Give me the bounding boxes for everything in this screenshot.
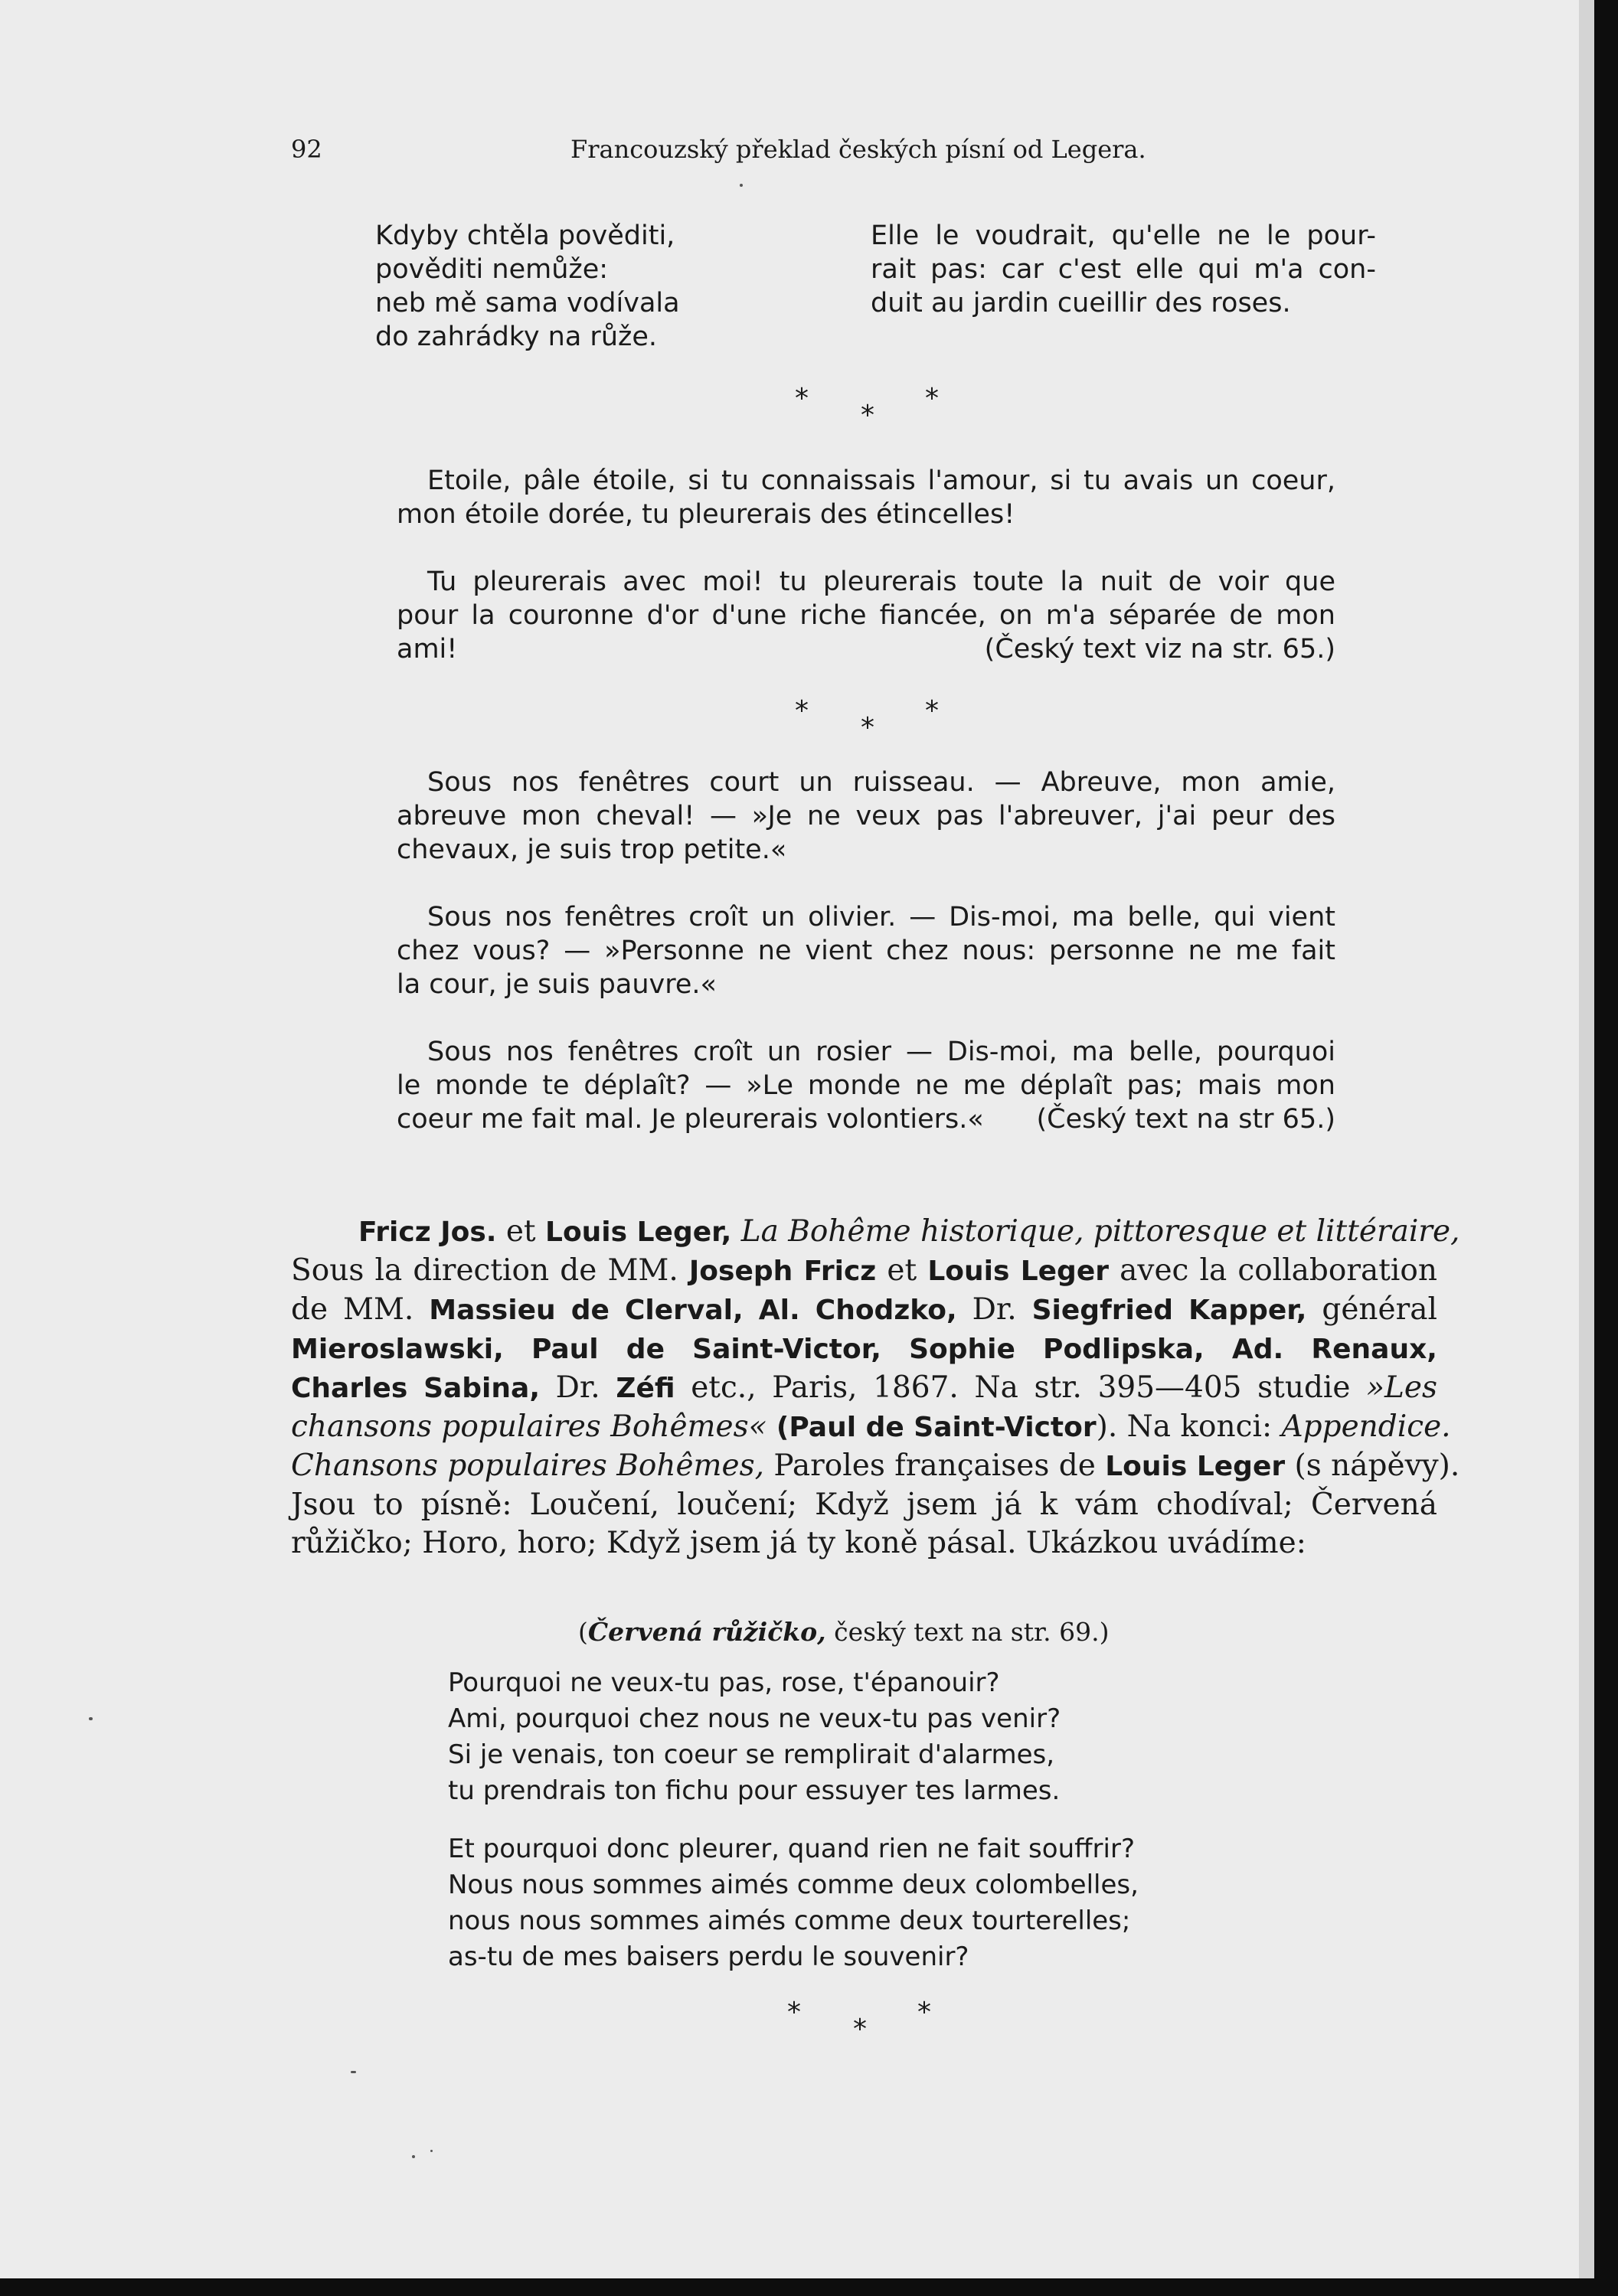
verse-line: tu prendrais ton fichu pour essuyer tes larmes. [448, 1775, 1061, 1806]
czech-text-reference: (Český text viz na str. 65.) [984, 634, 1335, 665]
asterisk: * [925, 695, 939, 727]
verse-line: Ami, pourquoi chez nous ne veux-tu pas venir? [448, 1703, 1061, 1734]
text-line: Sous nos fenêtres croît un rosier — Dis-moi, ma belle, pourquoi [427, 1037, 1335, 1067]
verse-czech [375, 219, 743, 354]
song-heading: (Červená růžičko, český text na str. 69.) [578, 1617, 1110, 1647]
text-line: ami! [397, 634, 458, 665]
text-line: pour la couronne d'or d'une riche fiancée, on m'a séparée de mon [397, 600, 1335, 631]
asterism-separator [787, 1997, 1017, 2043]
scan-border-right [1594, 0, 1618, 2296]
text-line: Tu pleurerais avec moi! tu pleurerais toute la nuit de voir que [427, 567, 1335, 597]
text-line: coeur me fait mal. Je pleurerais volontiers.« [397, 1104, 984, 1135]
verse-french [871, 219, 1376, 320]
asterisk: * [917, 1997, 931, 2028]
verse-line: Si je venais, ton coeur se remplirait d'alarmes, [448, 1739, 1055, 1770]
scan-speck [740, 184, 743, 187]
verse-line: Elle le voudrait, qu'elle ne le pour- [871, 220, 1376, 251]
song-fenetres-stanza-2 [397, 900, 1335, 1001]
verse-line: Et pourquoi donc pleurer, quand rien ne fait souffrir? [448, 1834, 1135, 1864]
verse-line: Nous nous sommes aimés comme deux colombelles, [448, 1870, 1139, 1900]
text-line: Etoile, pâle étoile, si tu connaissais l'amour, si tu avais un coeur, [427, 465, 1335, 496]
page-edge-shadow [1579, 0, 1594, 2278]
song-fenetres-stanza-1 [397, 766, 1335, 867]
page-number: 92 [291, 135, 322, 164]
asterisk: * [925, 383, 939, 414]
verse-line: nous nous sommes aimés comme deux tourterelles; [448, 1906, 1131, 1936]
song-fenetres-stanza-3 [397, 1035, 1335, 1136]
text-line: le monde te déplaît? — »Le monde ne me déplaît pas; mais mon [397, 1070, 1335, 1101]
author-name: Louis Leger, [545, 1217, 732, 1248]
verse-line: duit au jardin cueillir des roses. [871, 288, 1291, 318]
scan-speck [351, 2071, 356, 2073]
asterisk: * [853, 2013, 867, 2045]
text-line: la cour, je suis pauvre.« [397, 969, 717, 1000]
book-title: La Bohême historique, pittoresque et littéraire, [740, 1214, 1460, 1249]
asterism-separator [795, 383, 1025, 429]
song-rose-stanza-2 [448, 1831, 1290, 1975]
asterisk: * [861, 400, 874, 431]
bibliography-entry: Fricz Jos. et Louis Leger, La Bohême historique, pittoresque et littéraire, Sous la direction de MM. Joseph Fricz et Louis Leger avec la collaboration de MM. Massieu de Clerval, Al. Chodzko, Dr. Siegfried Kapper, général Mieroslawski, Paul de Saint-Victor, Sophie Podlipska, Ad. Renaux, Charles Sabina, Dr. Zéfi etc., Paris, 1867. Na str. 395—405 studie »Les chansons populaires Bohêmes« (Paul de Saint-Victor). Na konci: Appendice. Chansons populaires Bohêmes, Paroles françaises de Louis Leger (s nápěvy). Jsou to písně: Loučení, loučení; Když jsem já k vám chodíval; Červená růžičko; Horo, horo; Když jsem já ty koně pásal. Ukázkou uvádíme: [291, 1213, 1437, 1563]
verse-line: neb mě sama vodívala [375, 288, 680, 318]
verse-line: Kdyby chtěla pověditi, [375, 220, 675, 251]
text-line: Sous nos fenêtres croît un olivier. — Dis-moi, ma belle, qui vient [427, 902, 1335, 932]
asterisk: * [795, 383, 809, 414]
text-line: chez vous? — »Personne ne vient chez nous: personne ne me fait [397, 936, 1335, 966]
czech-text-reference: (Český text na str 65.) [1036, 1104, 1335, 1135]
text-line: chevaux, je suis trop petite.« [397, 834, 787, 865]
scan-speck [412, 2155, 415, 2158]
text-line: růžičko; Horo, horo; Když jsem já ty koně pásal. Ukázkou uvádíme: [291, 1526, 1306, 1560]
verse-line: Pourquoi ne veux-tu pas, rose, t'épanouir? [448, 1667, 1000, 1698]
asterisk: * [795, 695, 809, 727]
verse-line: do zahrádky na růže. [375, 322, 658, 352]
song-etoile-stanza-2 [397, 565, 1335, 666]
scan-speck [430, 2150, 433, 2152]
text-line: mon étoile dorée, tu pleurerais des étincelles! [397, 499, 1015, 530]
scan-speck [89, 1717, 93, 1720]
asterism-separator [795, 695, 1025, 741]
scan-border-bottom [0, 2278, 1618, 2296]
song-etoile-stanza-1 [397, 464, 1335, 531]
asterisk: * [861, 712, 874, 743]
text-line: abreuve mon cheval! — »Je ne veux pas l'abreuver, j'ai peur des [397, 801, 1335, 831]
author-name: Fricz Jos. [358, 1217, 497, 1248]
text-line: Sous nos fenêtres court un ruisseau. — Abreuve, mon amie, [427, 767, 1335, 798]
asterisk: * [787, 1997, 801, 2028]
running-title: Francouzský překlad českých písní od Legera. [570, 135, 1146, 164]
verse-line: rait pas: car c'est elle qui m'a con- [871, 254, 1376, 285]
text-line: Jsou to písně: Loučení, loučení; Když jsem já k vám chodíval; Červená [291, 1488, 1437, 1522]
verse-line: pověditi nemůže: [375, 254, 609, 285]
song-title: Červená růžičko, [587, 1617, 826, 1647]
verse-line: as-tu de mes baisers perdu le souvenir? [448, 1942, 969, 1972]
song-rose-stanza-1 [448, 1665, 1290, 1809]
